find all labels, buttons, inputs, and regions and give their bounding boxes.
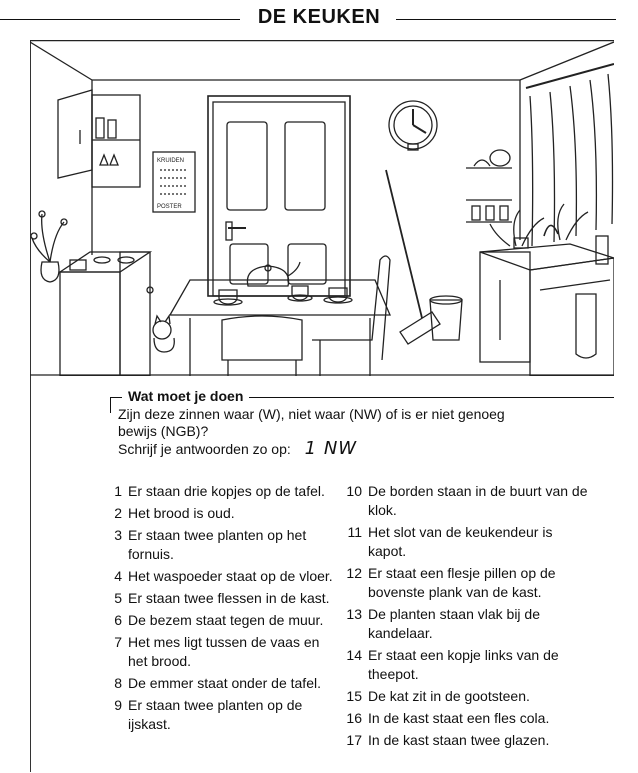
- statement-item: [102, 504, 334, 523]
- statement-number: 3: [114, 527, 122, 543]
- statement-text: De emmer staat onder de tafel.: [128, 675, 321, 691]
- statement-item: [102, 674, 334, 693]
- statement-item: [342, 731, 592, 750]
- poster-title: KRUIDEN: [157, 158, 185, 164]
- instructions-line-2: bewijs (NGB)?: [118, 423, 209, 439]
- instructions-line-3: [118, 440, 608, 458]
- statement-number: 12: [346, 565, 362, 581]
- kitchen-table: [170, 262, 390, 376]
- cat: [153, 316, 174, 352]
- poster-footer: POSTER: [157, 204, 182, 210]
- bread-loaf: [70, 260, 86, 270]
- answer-example: 1 NW: [304, 438, 358, 459]
- statement-text: Het mes ligt tussen de vaas en het brood.: [128, 634, 320, 669]
- chairs: [222, 256, 390, 376]
- statement-item: [102, 482, 334, 501]
- instructions-line-1: Zijn deze zinnen waar (W), niet waar (NW) of is er niet genoeg: [118, 406, 505, 422]
- statement-text: Er staan twee planten op het fornuis.: [128, 527, 307, 562]
- herb-poster: [153, 152, 195, 212]
- statement-number: 6: [114, 612, 122, 628]
- title-rule-right: [396, 19, 616, 20]
- instructions-line-3-text: Schrijf je antwoorden zo op:: [118, 441, 291, 457]
- ceiling-right: [520, 42, 614, 80]
- statement-text: In de kast staan twee glazen.: [368, 732, 550, 748]
- window-curtain: [526, 64, 614, 246]
- statement-number: 17: [346, 732, 362, 748]
- statement-item: [342, 709, 592, 728]
- page-header: [0, 6, 638, 32]
- stove: [60, 252, 153, 376]
- window-plants: [490, 204, 588, 248]
- towel: [576, 294, 596, 358]
- wall-cabinet: [58, 90, 140, 187]
- statement-number: 7: [114, 634, 122, 650]
- statements-right-column: [342, 482, 592, 753]
- statement-text: Het brood is oud.: [128, 505, 235, 521]
- statement-text: De kat zit in de gootsteen.: [368, 688, 530, 704]
- statement-text: Het slot van de keukendeur is kapot.: [368, 524, 553, 559]
- statement-text: Het waspoeder staat op de vloer.: [128, 568, 333, 584]
- statement-number: 1: [114, 483, 122, 499]
- statement-item: [342, 687, 592, 706]
- statement-number: 8: [114, 675, 122, 691]
- statement-text: De bezem staat tegen de muur.: [128, 612, 324, 628]
- statement-item: [342, 564, 592, 602]
- statement-number: 16: [346, 710, 362, 726]
- statement-item: [342, 482, 592, 520]
- statement-text: Er staat een flesje pillen op de bovenste plank van de kast.: [368, 565, 556, 600]
- kitchen-illustration: [30, 40, 614, 376]
- statement-item: [342, 605, 592, 643]
- shelves: [466, 150, 512, 222]
- title-rule-left: [0, 19, 240, 20]
- instructions-body: [118, 406, 608, 458]
- statement-number: 4: [114, 568, 122, 584]
- bucket: [430, 296, 462, 340]
- statement-number: 2: [114, 505, 122, 521]
- instructions-box: [110, 388, 614, 458]
- instructions-heading: Wat moet je doen: [122, 388, 249, 404]
- statement-item: [102, 633, 334, 671]
- statement-item: [342, 646, 592, 684]
- statement-text: De borden staan in de buurt van de klok.: [368, 483, 588, 518]
- statement-item: [102, 567, 334, 586]
- statement-number: 13: [346, 606, 362, 622]
- statement-number: 11: [347, 524, 362, 540]
- statement-item: [102, 589, 334, 608]
- statement-item: [342, 523, 592, 561]
- statement-number: 15: [346, 688, 362, 704]
- statement-item: [102, 696, 334, 734]
- ceiling-left: [30, 42, 92, 80]
- statement-text: Er staat een kopje links van de theepot.: [368, 647, 559, 682]
- statement-number: 14: [346, 647, 362, 663]
- statement-number: 9: [114, 697, 122, 713]
- statements-left-column: [102, 482, 334, 737]
- statement-text: In de kast staat een fles cola.: [368, 710, 550, 726]
- statement-text: Er staan twee flessen in de kast.: [128, 590, 330, 606]
- wall-clock: [389, 101, 437, 150]
- statement-text: De planten staan vlak bij de kandelaar.: [368, 606, 540, 641]
- instructions-left-rule: [110, 397, 111, 413]
- statement-item: [102, 526, 334, 564]
- statement-text: Er staan twee planten op de ijskast.: [128, 697, 303, 732]
- statement-number: 10: [346, 483, 362, 499]
- statement-item: [102, 611, 334, 630]
- statement-text: Er staan drie kopjes op de tafel.: [128, 483, 325, 499]
- page-title: DE KEUKEN: [257, 6, 381, 28]
- sink-counter: [480, 225, 614, 376]
- statement-number: 5: [114, 590, 122, 606]
- kitchen-door: [208, 96, 350, 296]
